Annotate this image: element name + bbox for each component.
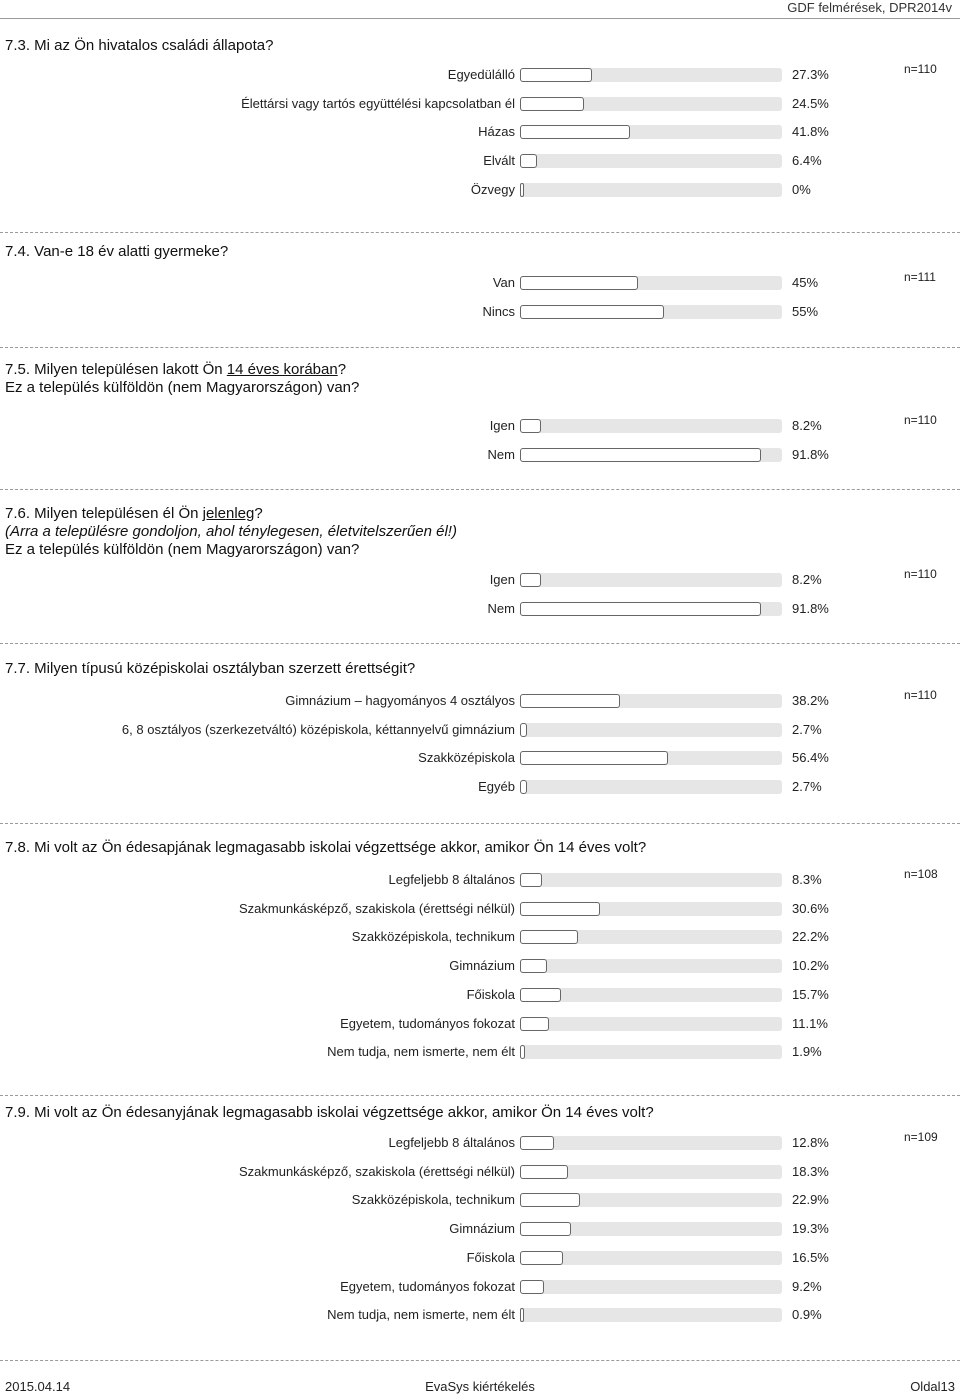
value-label: 0% xyxy=(792,181,811,197)
question-title: (Arra a településre gondoljon, ahol ténylegesen, életvitelszerűen él!) xyxy=(5,523,457,540)
section-divider xyxy=(0,823,960,824)
category-label: Szakközépiskola, technikum xyxy=(351,1192,515,1208)
bar xyxy=(520,988,561,1002)
category-label: Szakmunkásképző, szakiskola (érettségi nélkül) xyxy=(238,1163,515,1179)
category-label: Főiskola xyxy=(466,986,515,1002)
value-label: 41.8% xyxy=(792,124,829,140)
value-label: 2.7% xyxy=(792,779,822,795)
bar xyxy=(520,751,668,765)
category-label: Szakközépiskola xyxy=(418,750,515,766)
bar xyxy=(520,448,761,462)
bar-track xyxy=(520,1136,782,1150)
value-label: 22.9% xyxy=(792,1192,829,1208)
value-label: 24.5% xyxy=(792,95,829,111)
category-label: Egyetem, tudományos fokozat xyxy=(340,1278,515,1294)
category-label: Legfeljebb 8 általános xyxy=(388,1135,515,1150)
value-label: 8.2% xyxy=(792,418,822,433)
question-title: 7.7. Milyen típusú középiskolai osztályban szerzett érettségit? xyxy=(5,660,416,677)
value-label: 27.3% xyxy=(792,67,829,82)
bar xyxy=(520,1017,549,1031)
bar xyxy=(520,780,527,794)
category-label: Szakközépiskola, technikum xyxy=(351,929,515,945)
bar-track xyxy=(520,1222,782,1236)
bar-track xyxy=(520,1308,782,1322)
section-divider xyxy=(0,1360,960,1361)
bar-track xyxy=(520,1017,782,1031)
bar xyxy=(520,873,542,887)
bar-track xyxy=(520,305,782,319)
bar-track xyxy=(520,751,782,765)
value-label: 91.8% xyxy=(792,446,829,462)
value-label: 1.9% xyxy=(792,1044,822,1060)
sample-size: n=108 xyxy=(904,867,938,881)
category-label: Főiskola xyxy=(466,1249,515,1265)
bar-track xyxy=(520,183,782,197)
category-label: Nem xyxy=(487,446,515,462)
bar xyxy=(520,1308,524,1322)
bar xyxy=(520,602,761,616)
bar-track xyxy=(520,573,782,587)
bar-track xyxy=(520,154,782,168)
category-label: Nem tudja, nem ismerte, nem élt xyxy=(327,1307,515,1323)
bar-track xyxy=(520,125,782,139)
category-label: Legfeljebb 8 általános xyxy=(388,872,515,887)
category-label: Házas xyxy=(478,124,515,140)
category-label: Egyéb xyxy=(478,779,515,795)
category-label: 6, 8 osztályos (szerkezetváltó) középiskola, kéttannyelvű gimnázium xyxy=(121,721,515,737)
category-label: Élettársi vagy tartós együttélési kapcsolatban él xyxy=(241,95,515,111)
footer-center: EvaSys kiértékelés xyxy=(425,1379,535,1394)
bar xyxy=(520,97,584,111)
footer-date: 2015.04.14 xyxy=(5,1379,71,1394)
category-label: Egyetem, tudományos fokozat xyxy=(340,1015,515,1031)
value-label: 6.4% xyxy=(792,153,822,169)
bar-track xyxy=(520,1193,782,1207)
category-label: Gimnázium xyxy=(449,958,515,974)
category-label: Nincs xyxy=(482,303,515,319)
value-label: 30.6% xyxy=(792,900,829,916)
question-title: 7.3. Mi az Ön hivatalos családi állapota? xyxy=(5,37,274,54)
value-label: 2.7% xyxy=(792,721,822,737)
sample-size: n=110 xyxy=(904,567,937,581)
bar-track xyxy=(520,902,782,916)
category-label: Elvált xyxy=(483,153,515,169)
bar xyxy=(520,959,547,973)
bar-track xyxy=(520,988,782,1002)
bar-track xyxy=(520,694,782,708)
bar xyxy=(520,1165,568,1179)
bar xyxy=(520,1136,554,1150)
bar-track xyxy=(520,959,782,973)
category-label: Özvegy xyxy=(470,181,515,197)
value-label: 0.9% xyxy=(792,1307,822,1323)
category-label: Van xyxy=(492,275,515,290)
bar xyxy=(520,1222,571,1236)
bar xyxy=(520,1045,525,1059)
bar xyxy=(520,723,527,737)
category-label: Szakmunkásképző, szakiskola (érettségi nélkül) xyxy=(238,900,515,916)
bar xyxy=(520,1280,544,1294)
value-label: 16.5% xyxy=(792,1249,829,1265)
bar xyxy=(520,276,638,290)
value-label: 18.3% xyxy=(792,1163,829,1179)
bar xyxy=(520,125,630,139)
question-title: 7.9. Mi volt az Ön édesanyjának legmagasabb iskolai végzettsége akkor, amikor Ön 14 éves volt? xyxy=(5,1104,654,1121)
section-divider xyxy=(0,643,960,644)
value-label: 8.3% xyxy=(792,872,822,887)
question-title: 7.8. Mi volt az Ön édesapjának legmagasabb iskolai végzettsége akkor, amikor Ön 14 éves volt? xyxy=(5,839,647,856)
category-label: Gimnázium xyxy=(449,1221,515,1237)
value-label: 91.8% xyxy=(792,600,829,616)
bar-track xyxy=(520,419,782,433)
value-label: 45% xyxy=(792,275,819,290)
bar-track xyxy=(520,1251,782,1265)
bar-track xyxy=(520,1165,782,1179)
sample-size: n=109 xyxy=(904,1130,938,1144)
question-title: Ez a település külföldön (nem Magyarországon) van? xyxy=(5,541,360,558)
report-header: GDF felmérések, DPR2014v xyxy=(787,0,952,15)
bar xyxy=(520,305,664,319)
bar xyxy=(520,902,600,916)
bar-track xyxy=(520,930,782,944)
bar-track xyxy=(520,448,782,462)
bar-track xyxy=(520,602,782,616)
value-label: 22.2% xyxy=(792,929,829,945)
sample-size: n=110 xyxy=(904,688,937,702)
category-label: Egyedülálló xyxy=(447,67,515,82)
value-label: 19.3% xyxy=(792,1221,829,1237)
bar-track xyxy=(520,97,782,111)
value-label: 38.2% xyxy=(792,693,829,708)
value-label: 15.7% xyxy=(792,986,829,1002)
bar-track xyxy=(520,873,782,887)
question-title: 7.5. Milyen településen lakott Ön 14 éves korában? xyxy=(5,361,347,378)
header-rule xyxy=(0,18,960,19)
footer-page: Oldal13 xyxy=(910,1379,955,1394)
section-divider xyxy=(0,1095,960,1096)
section-divider xyxy=(0,347,960,348)
category-label: Nem tudja, nem ismerte, nem élt xyxy=(327,1044,515,1060)
bar-track xyxy=(520,1280,782,1294)
value-label: 11.1% xyxy=(792,1015,828,1031)
bar xyxy=(520,573,541,587)
bar-track xyxy=(520,68,782,82)
bar xyxy=(520,694,620,708)
bar xyxy=(520,930,578,944)
bar xyxy=(520,154,537,168)
category-label: Nem xyxy=(487,600,515,616)
bar xyxy=(520,419,541,433)
bar xyxy=(520,68,592,82)
bar xyxy=(520,183,524,197)
category-label: Igen xyxy=(489,418,515,433)
section-divider xyxy=(0,232,960,233)
sample-size: n=110 xyxy=(904,62,937,76)
value-label: 10.2% xyxy=(792,958,829,974)
bar-track xyxy=(520,1045,782,1059)
value-label: 8.2% xyxy=(792,572,822,587)
section-divider xyxy=(0,489,960,490)
value-label: 12.8% xyxy=(792,1135,829,1150)
category-label: Gimnázium – hagyományos 4 osztályos xyxy=(285,693,515,708)
value-label: 56.4% xyxy=(792,750,829,766)
bar xyxy=(520,1193,580,1207)
question-title: 7.6. Milyen településen él Ön jelenleg? xyxy=(5,505,263,522)
bar xyxy=(520,1251,563,1265)
value-label: 55% xyxy=(792,303,819,319)
sample-size: n=110 xyxy=(904,413,937,427)
sample-size: n=111 xyxy=(904,270,936,284)
bar-track xyxy=(520,276,782,290)
bar-track xyxy=(520,723,782,737)
bar-track xyxy=(520,780,782,794)
category-label: Igen xyxy=(489,572,515,587)
value-label: 9.2% xyxy=(792,1278,822,1294)
question-title: 7.4. Van-e 18 év alatti gyermeke? xyxy=(5,243,229,260)
question-title: Ez a település külföldön (nem Magyarországon) van? xyxy=(5,379,360,396)
